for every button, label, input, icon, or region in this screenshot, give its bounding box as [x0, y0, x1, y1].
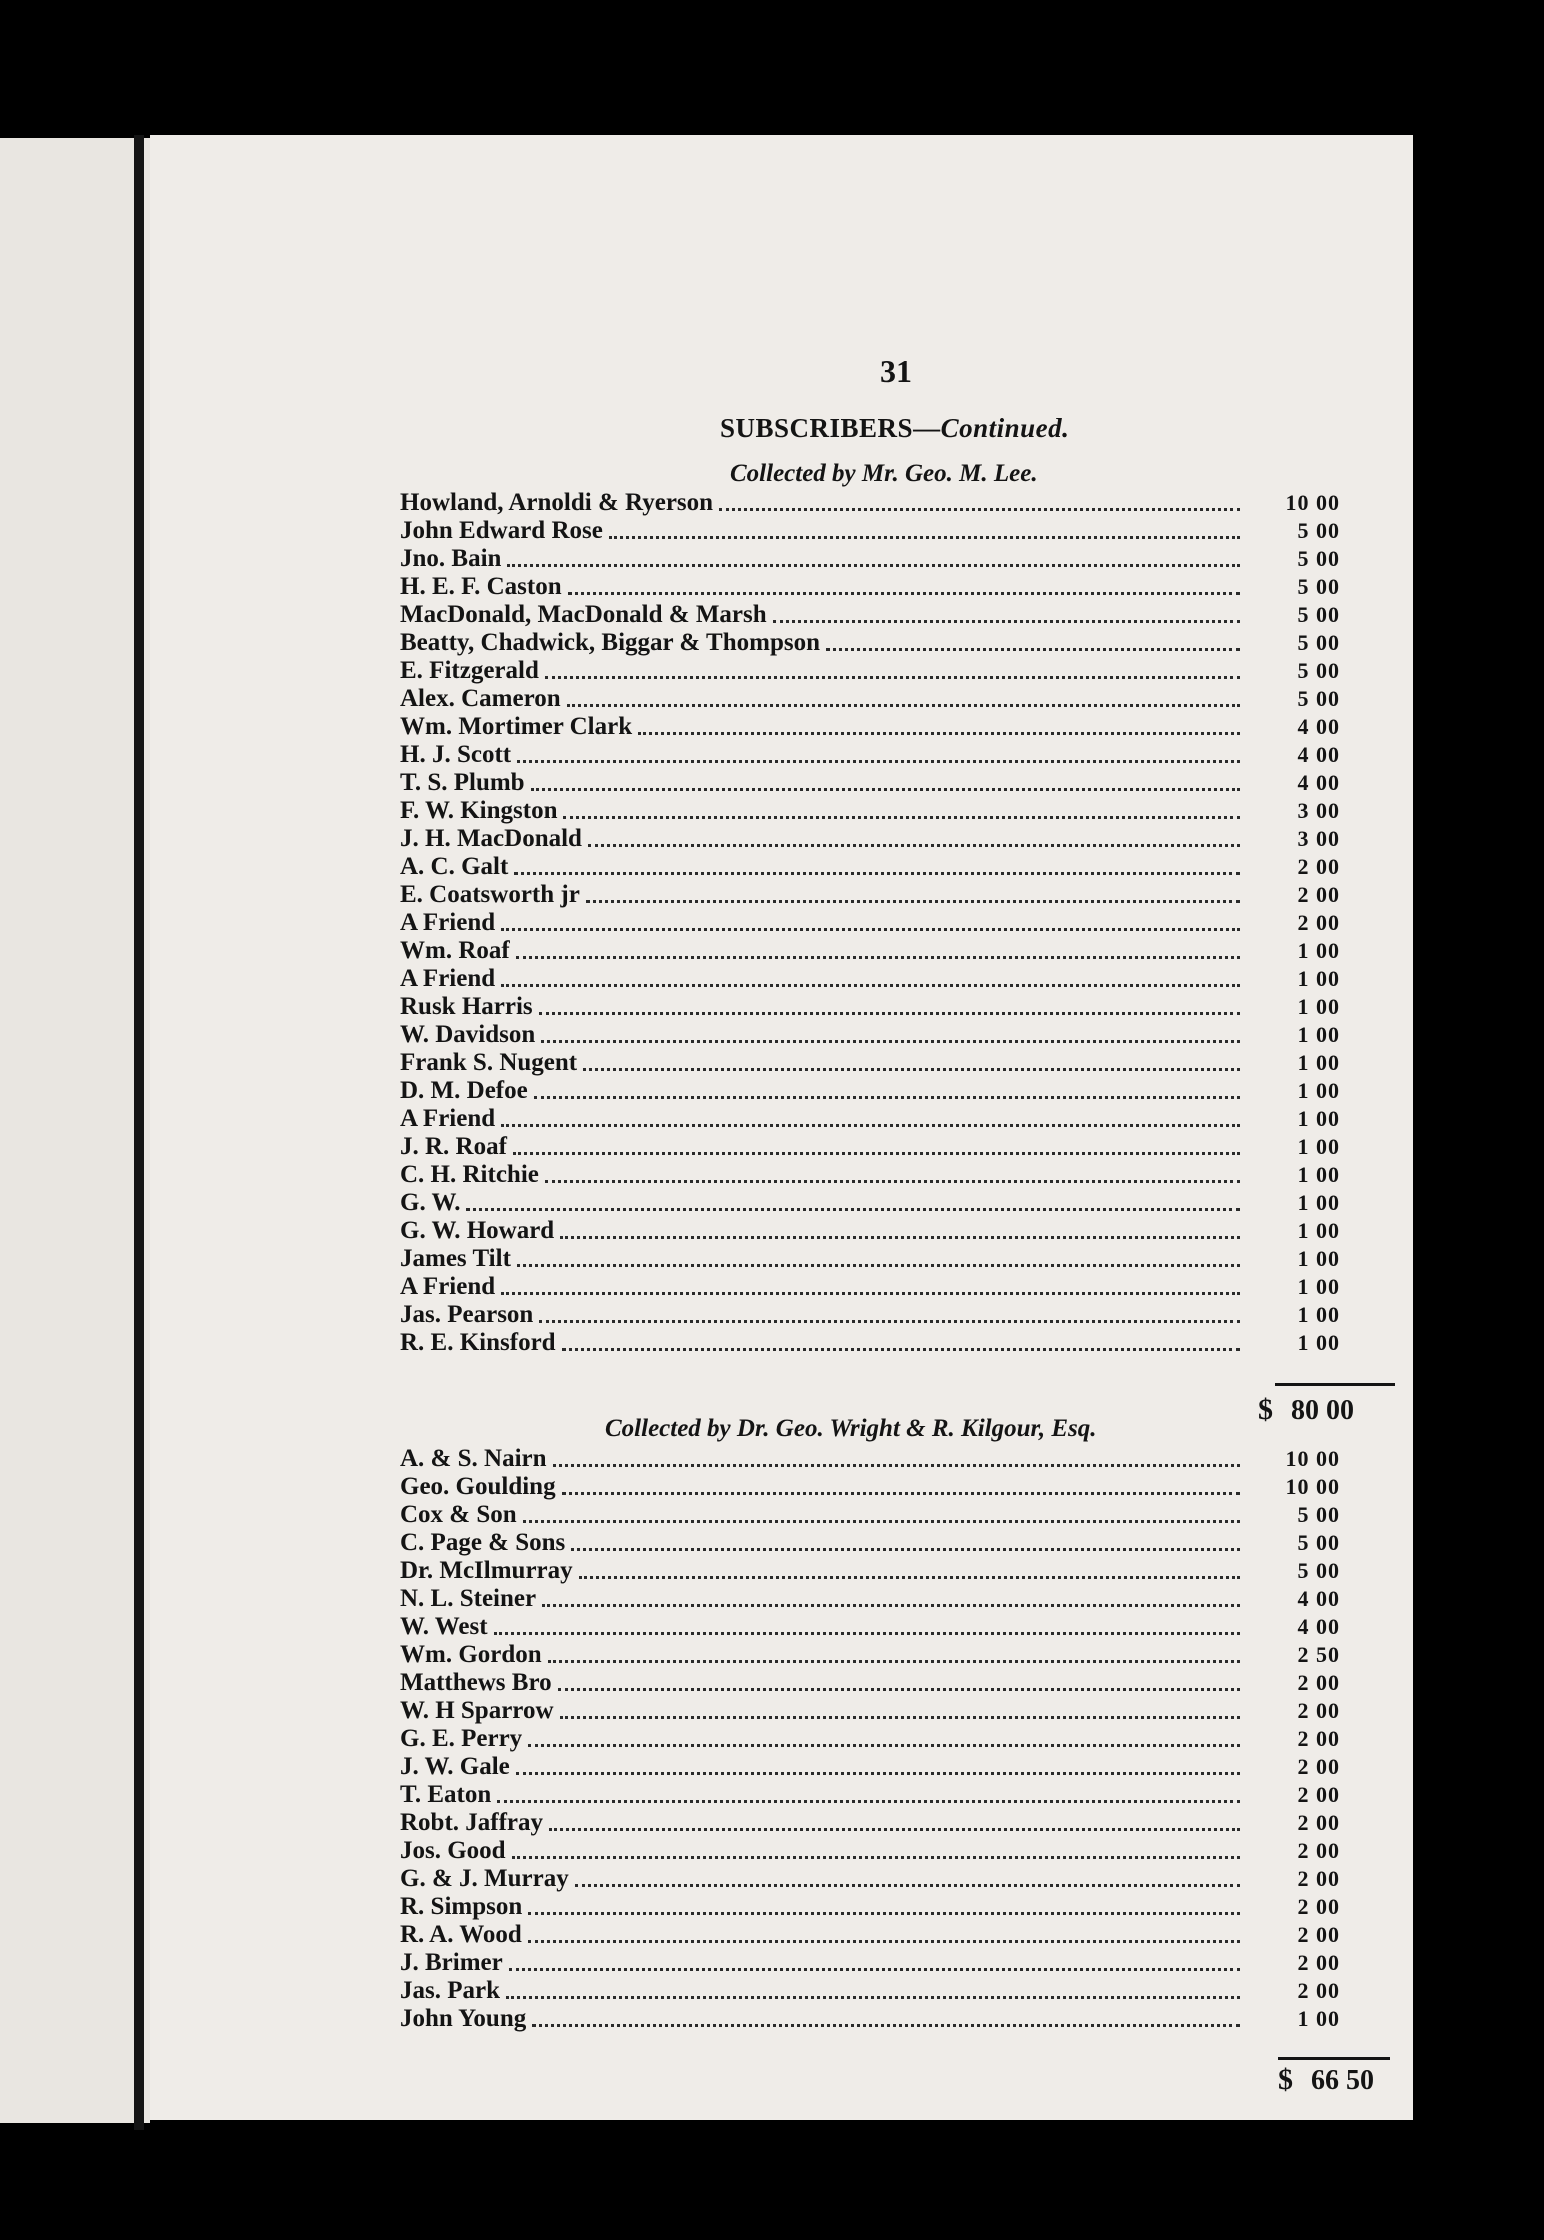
subscriber-amount: 2 00: [1297, 1894, 1340, 1919]
subscriber-amount: 2 00: [1297, 1670, 1340, 1695]
section-2-list: [400, 1445, 1340, 2033]
subscriber-name: H. J. Scott: [400, 741, 512, 768]
subscriber-name: John Young: [400, 2005, 527, 2032]
subscriber-row: [400, 1329, 1340, 1357]
subscriber-name: J. H. MacDonald: [400, 825, 582, 852]
subscriber-amount: 2 00: [1297, 1866, 1340, 1891]
dot-leader: [512, 1856, 1240, 1859]
subscriber-row: [400, 1557, 1340, 1585]
subscriber-name: H. E. F. Caston: [400, 573, 562, 600]
subscriber-name: J. R. Roaf: [400, 1133, 507, 1160]
dot-leader: [560, 1236, 1240, 1239]
subscriber-name: Dr. McIlmurray: [400, 1557, 573, 1584]
dot-leader: [545, 676, 1240, 679]
dot-leader: [528, 1940, 1240, 1943]
subscriber-amount: 5 00: [1297, 574, 1340, 599]
dot-leader: [548, 1660, 1240, 1663]
dot-leader: [542, 1604, 1240, 1607]
dot-leader: [586, 900, 1240, 903]
subscriber-row: [400, 1245, 1340, 1273]
subscriber-name: Jos. Good: [400, 1837, 506, 1864]
subscriber-name: Cox & Son: [400, 1501, 517, 1528]
page-heading: [720, 413, 1069, 444]
dot-leader: [501, 1124, 1240, 1127]
subscriber-row: [400, 685, 1340, 713]
dot-leader: [562, 1492, 1240, 1495]
subscriber-row: [400, 1725, 1340, 1753]
subscriber-row: [400, 993, 1340, 1021]
subscriber-name: Robt. Jaffray: [400, 1809, 544, 1836]
subscriber-name: R. E. Kinsford: [400, 1329, 556, 1356]
subscriber-name: Matthews Bro: [400, 1669, 552, 1696]
subscriber-name: James Tilt: [400, 1245, 511, 1272]
subscriber-amount: 4 00: [1297, 742, 1340, 767]
subscriber-row: [400, 1753, 1340, 1781]
subscriber-name: Beatty, Chadwick, Biggar & Thompson: [400, 629, 820, 656]
subscriber-amount: 4 00: [1297, 1586, 1340, 1611]
section-1-total-rule: [1275, 1383, 1395, 1386]
subscriber-amount: 1 00: [1297, 1330, 1340, 1355]
dot-leader: [568, 592, 1240, 595]
subscriber-amount: 2 00: [1297, 1782, 1340, 1807]
heading-continued: Continued.: [940, 413, 1070, 443]
dot-leader: [539, 1012, 1240, 1015]
subscriber-amount: 1 00: [1297, 1246, 1340, 1271]
subscriber-row: [400, 713, 1340, 741]
dot-leader: [583, 1068, 1240, 1071]
subscriber-row: [400, 1669, 1340, 1697]
section-1-list: [400, 489, 1340, 1357]
subscriber-row: [400, 1641, 1340, 1669]
subscriber-row: [400, 657, 1340, 685]
subscriber-row: [400, 1977, 1340, 2005]
subscriber-name: Jas. Park: [400, 1977, 500, 2004]
subscriber-amount: 2 00: [1297, 1810, 1340, 1835]
dot-leader: [773, 620, 1240, 623]
subscriber-row: [400, 881, 1340, 909]
subscriber-name: G. W.: [400, 1189, 461, 1216]
dot-leader: [826, 648, 1240, 651]
subscriber-amount: 2 00: [1297, 1754, 1340, 1779]
subscriber-name: Rusk Harris: [400, 993, 533, 1020]
subscriber-row: [400, 1809, 1340, 1837]
subscriber-amount: 2 00: [1297, 1726, 1340, 1751]
subscriber-row: [400, 853, 1340, 881]
subscriber-name: G. W. Howard: [400, 1217, 555, 1244]
subscriber-name: N. L. Steiner: [400, 1585, 537, 1612]
dot-leader: [588, 844, 1240, 847]
subscriber-amount: 5 00: [1297, 518, 1340, 543]
subscriber-name: Jas. Pearson: [400, 1301, 534, 1328]
subscriber-row: [400, 629, 1340, 657]
subscriber-name: D. M. Defoe: [400, 1077, 528, 1104]
subscriber-amount: 1 00: [1297, 938, 1340, 963]
subscriber-row: [400, 517, 1340, 545]
dot-leader: [514, 872, 1240, 875]
subscriber-row: [400, 1949, 1340, 1977]
subscriber-name: E. Fitzgerald: [400, 657, 539, 684]
dot-leader: [517, 760, 1240, 763]
subscriber-name: J. Brimer: [400, 1949, 503, 1976]
section-2-total: [1278, 2063, 1374, 2097]
dot-leader: [523, 1520, 1240, 1523]
subscriber-name: T. Eaton: [400, 1781, 492, 1808]
dot-leader: [571, 1548, 1240, 1551]
subscriber-row: [400, 1837, 1340, 1865]
subscriber-name: G. E. Perry: [400, 1725, 523, 1752]
subscriber-row: [400, 1865, 1340, 1893]
subscriber-row: [400, 937, 1340, 965]
subscriber-amount: 5 00: [1297, 602, 1340, 627]
subscriber-name: E. Coatsworth jr: [400, 881, 580, 908]
dot-leader: [516, 956, 1240, 959]
section-1-total-amount: 80 00: [1291, 1395, 1354, 1426]
subscriber-name: C. Page & Sons: [400, 1529, 566, 1556]
subscriber-row: [400, 601, 1340, 629]
section-2-total-amount: 66 50: [1311, 2065, 1374, 2096]
dot-leader: [541, 1040, 1240, 1043]
subscriber-amount: 4 00: [1297, 770, 1340, 795]
subscriber-row: [400, 1473, 1340, 1501]
subscriber-amount: 1 00: [1297, 966, 1340, 991]
dot-leader: [466, 1208, 1240, 1211]
subscriber-row: [400, 965, 1340, 993]
heading-title: SUBSCRIBERS—: [720, 413, 941, 443]
dot-leader: [507, 564, 1240, 567]
subscriber-name: W. H Sparrow: [400, 1697, 554, 1724]
subscriber-name: R. Simpson: [400, 1893, 523, 1920]
subscriber-row: [400, 909, 1340, 937]
subscriber-name: Alex. Cameron: [400, 685, 561, 712]
subscriber-amount: 1 00: [1297, 994, 1340, 1019]
dot-leader: [494, 1632, 1240, 1635]
subscriber-row: [400, 1585, 1340, 1613]
subscriber-row: [400, 1893, 1340, 1921]
subscriber-name: Wm. Mortimer Clark: [400, 713, 633, 740]
dot-leader: [516, 1772, 1240, 1775]
subscriber-amount: 1 00: [1297, 1302, 1340, 1327]
subscriber-row: [400, 1217, 1340, 1245]
dot-leader: [549, 1828, 1240, 1831]
subscriber-amount: 10 00: [1285, 1474, 1340, 1499]
subscriber-name: A. C. Galt: [400, 853, 509, 880]
subscriber-name: A Friend: [400, 909, 496, 936]
subscriber-name: Geo. Goulding: [400, 1473, 556, 1500]
subscriber-row: [400, 1445, 1340, 1473]
dot-leader: [638, 732, 1240, 735]
subscriber-row: [400, 1189, 1340, 1217]
section-1-total: [1258, 1393, 1354, 1427]
subscriber-amount: 4 00: [1297, 714, 1340, 739]
subscriber-amount: 5 00: [1297, 546, 1340, 571]
subscriber-row: [400, 1921, 1340, 1949]
book-spine: [134, 135, 144, 2130]
document-page: [150, 135, 1413, 2120]
dot-leader: [553, 1464, 1240, 1467]
subscriber-amount: 1 00: [1297, 1050, 1340, 1075]
dot-leader: [609, 536, 1240, 539]
dot-leader: [545, 1180, 1240, 1183]
dot-leader: [501, 1292, 1240, 1295]
subscriber-row: [400, 825, 1340, 853]
section-1-total-currency: $: [1258, 1393, 1273, 1426]
dot-leader: [575, 1884, 1240, 1887]
subscriber-amount: 2 00: [1297, 882, 1340, 907]
subscriber-amount: 3 00: [1297, 798, 1340, 823]
subscriber-row: [400, 1781, 1340, 1809]
subscriber-amount: 2 00: [1297, 1978, 1340, 2003]
subscriber-amount: 3 00: [1297, 826, 1340, 851]
subscriber-row: [400, 741, 1340, 769]
subscriber-row: [400, 769, 1340, 797]
subscriber-name: J. W. Gale: [400, 1753, 510, 1780]
subscriber-name: Frank S. Nugent: [400, 1049, 578, 1076]
subscriber-row: [400, 1021, 1340, 1049]
dot-leader: [534, 1096, 1240, 1099]
section-2-collector: Collected by Dr. Geo. Wright & R. Kilgour, Esq.: [605, 1415, 1097, 1442]
dot-leader: [497, 1800, 1240, 1803]
dot-leader: [517, 1264, 1240, 1267]
subscriber-row: [400, 545, 1340, 573]
subscriber-name: Wm. Gordon: [400, 1641, 542, 1668]
subscriber-amount: 2 50: [1297, 1642, 1340, 1667]
dot-leader: [579, 1576, 1240, 1579]
subscriber-amount: 2 00: [1297, 910, 1340, 935]
subscriber-row: [400, 1133, 1340, 1161]
subscriber-amount: 1 00: [1297, 2006, 1340, 2031]
subscriber-name: W. Davidson: [400, 1021, 536, 1048]
subscriber-name: Wm. Roaf: [400, 937, 510, 964]
subscriber-amount: 1 00: [1297, 1106, 1340, 1131]
subscriber-name: A. & S. Nairn: [400, 1445, 547, 1472]
subscriber-name: C. H. Ritchie: [400, 1161, 539, 1188]
subscriber-row: [400, 1161, 1340, 1189]
subscriber-row: [400, 573, 1340, 601]
section-2-total-currency: $: [1278, 2063, 1293, 2096]
subscriber-name: Howland, Arnoldi & Ryerson: [400, 489, 714, 516]
subscriber-name: A Friend: [400, 1105, 496, 1132]
subscriber-row: [400, 1529, 1340, 1557]
subscriber-amount: 2 00: [1297, 1698, 1340, 1723]
subscriber-row: [400, 797, 1340, 825]
dot-leader: [558, 1688, 1240, 1691]
subscriber-row: [400, 1501, 1340, 1529]
subscriber-name: A Friend: [400, 965, 496, 992]
subscriber-amount: 1 00: [1297, 1218, 1340, 1243]
left-page-margin: [0, 138, 150, 2123]
dot-leader: [719, 508, 1240, 511]
dot-leader: [501, 928, 1240, 931]
dot-leader: [501, 984, 1240, 987]
section-1-collector: Collected by Mr. Geo. M. Lee.: [730, 460, 1038, 487]
dot-leader: [531, 788, 1240, 791]
subscriber-row: [400, 1697, 1340, 1725]
subscriber-row: [400, 1301, 1340, 1329]
dot-leader: [567, 704, 1240, 707]
subscriber-amount: 5 00: [1297, 1502, 1340, 1527]
subscriber-amount: 10 00: [1285, 1446, 1340, 1471]
subscriber-amount: 2 00: [1297, 1950, 1340, 1975]
subscriber-amount: 5 00: [1297, 658, 1340, 683]
subscriber-amount: 5 00: [1297, 630, 1340, 655]
page-number: 31: [880, 353, 912, 389]
dot-leader: [560, 1716, 1240, 1719]
dot-leader: [539, 1320, 1240, 1323]
subscriber-name: W. West: [400, 1613, 488, 1640]
subscriber-amount: 4 00: [1297, 1614, 1340, 1639]
section-2-total-rule: [1278, 2057, 1390, 2060]
dot-leader: [528, 1912, 1240, 1915]
subscriber-row: [400, 1049, 1340, 1077]
subscriber-amount: 5 00: [1297, 1530, 1340, 1555]
subscriber-row: [400, 489, 1340, 517]
subscriber-amount: 10 00: [1285, 490, 1340, 515]
subscriber-name: R. A. Wood: [400, 1921, 522, 1948]
dot-leader: [509, 1968, 1240, 1971]
subscriber-amount: 2 00: [1297, 1922, 1340, 1947]
subscriber-name: MacDonald, MacDonald & Marsh: [400, 601, 767, 628]
dot-leader: [532, 2024, 1240, 2027]
subscriber-name: T. S. Plumb: [400, 769, 525, 796]
subscriber-amount: 1 00: [1297, 1190, 1340, 1215]
subscriber-amount: 1 00: [1297, 1078, 1340, 1103]
subscriber-name: Jno. Bain: [400, 545, 502, 572]
dot-leader: [562, 1348, 1240, 1351]
dot-leader: [528, 1744, 1240, 1747]
subscriber-amount: 1 00: [1297, 1274, 1340, 1299]
subscriber-name: John Edward Rose: [400, 517, 603, 544]
subscriber-row: [400, 1077, 1340, 1105]
subscriber-name: A Friend: [400, 1273, 496, 1300]
subscriber-amount: 1 00: [1297, 1162, 1340, 1187]
subscriber-amount: 5 00: [1297, 1558, 1340, 1583]
dot-leader: [563, 816, 1240, 819]
dot-leader: [513, 1152, 1240, 1155]
subscriber-row: [400, 2005, 1340, 2033]
subscriber-row: [400, 1105, 1340, 1133]
subscriber-amount: 1 00: [1297, 1022, 1340, 1047]
subscriber-row: [400, 1273, 1340, 1301]
subscriber-name: F. W. Kingston: [400, 797, 558, 824]
subscriber-amount: 2 00: [1297, 854, 1340, 879]
subscriber-amount: 5 00: [1297, 686, 1340, 711]
subscriber-amount: 2 00: [1297, 1838, 1340, 1863]
subscriber-name: G. & J. Murray: [400, 1865, 569, 1892]
subscriber-amount: 1 00: [1297, 1134, 1340, 1159]
subscriber-row: [400, 1613, 1340, 1641]
dot-leader: [506, 1996, 1240, 1999]
